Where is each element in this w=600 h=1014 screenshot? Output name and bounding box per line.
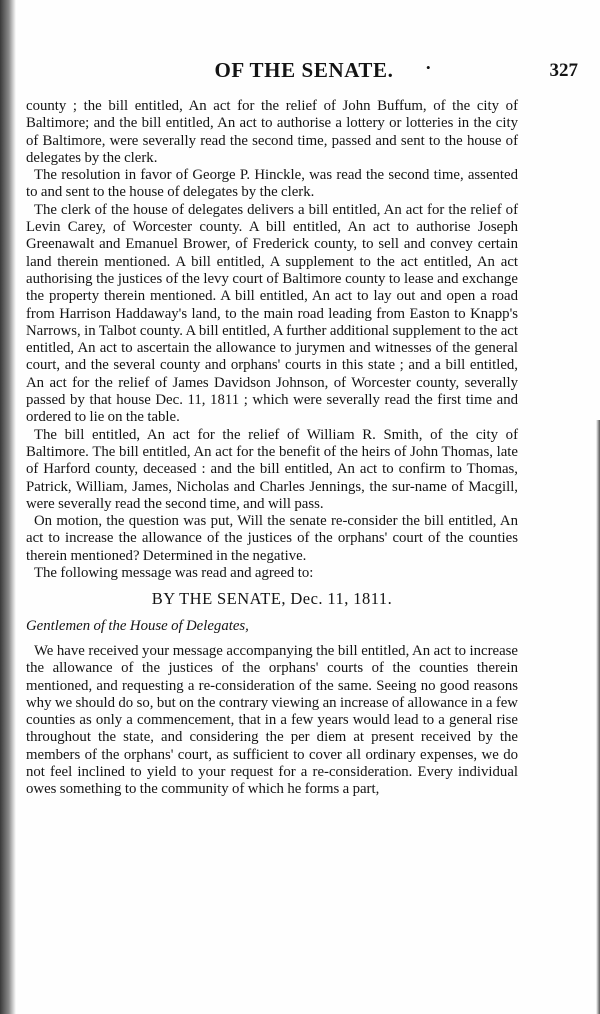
header-bullet: • — [426, 60, 431, 75]
paragraph-4: The bill entitled, An act for the relief of William R. Smith, of the city of Baltimore. The bill entitled, An act for the benefit of the heirs of John Thomas, late of Harford county, deceased : and the bill entitled, An act to confirm to Thomas, Patrick, William, James, Nicholas and Charles Jennings, the sur-name of Macgill, were severally read the second time, and will pass. — [26, 426, 518, 512]
page-text — [26, 98, 518, 799]
message-heading: BY THE SENATE, Dec. 11, 1811. — [151, 589, 393, 609]
binding-shadow — [0, 0, 16, 1014]
paragraph-3: The clerk of the house of delegates delivers a bill entitled, An act for the relief of Levin Carey, of Worcester county. A bill entitled, An act to authorise Joseph Greenawalt and Emanuel Brower, of Frederick county, to sell and convey certain land therein mentioned. A bill entitled, A supplement to the act entitled, An act authorising the justices of the levy court of Baltimore county to lease and exchange the property therein mentioned. A bill entitled, An act to lay out and open a road from Harrison Haddaway's land, to the main road leading from Easton to Knapp's Narrows, in Talbot county. A bill entitled, A further additional supplement to the act entitled, An act to ascertain the allowance to jurymen and witnesses of the general court, and the several county and orphans' courts in this state ; and a bill entitled, An act for the relief of James Davidson Johnson, of Worcester county, severally passed by that house Dec. 11, 1811 ; which were severally read the first time and ordered to lie on the table. — [26, 201, 518, 426]
paragraph-1: county ; the bill entitled, An act for the relief of John Buffum, of the city of Baltimore; and the bill entitled, An act to authorise a lottery or lotteries in the city of Baltimore, were severally read the second time, passed and sent to the house of delegates by the clerk. — [26, 98, 518, 166]
paragraph-7: We have received your message accompanying the bill entitled, An act to increase the allowance of the justices of the orphans' courts of the counties therein mentioned, and requesting a re-consideration of the same. Seeing no good reasons why we should do so, but on the contrary viewing an increase of allowance in a few counties as only a commencement, that in a few years would lead to a general rise throughout the state, and considering the per diem at present received by the members of the orphans' court, as sufficient to cover all ordinary expenses, we do not feel inclined to yield to your request for a re-consideration. Every individual owes something to the community of which he forms a part, — [26, 642, 518, 798]
right-edge-shadow — [596, 420, 600, 1014]
page-header — [24, 58, 584, 88]
paragraph-6: The following message was read and agreed to: — [34, 565, 314, 582]
paragraph-2: The resolution in favor of George P. Hinckle, was read the second time, assented to and sent to the house of delegates by the clerk. — [26, 167, 518, 201]
paragraph-5: On motion, the question was put, Will the senate re-consider the bill entitled, An act to increase the allowance of the justices of the orphans' court of the counties therein mentioned? Determined in the negative. — [26, 513, 518, 564]
running-head: OF THE SENATE. — [214, 58, 394, 82]
page-number: 327 — [549, 60, 578, 81]
salutation: Gentlemen of the House of Delegates, — [26, 617, 249, 634]
